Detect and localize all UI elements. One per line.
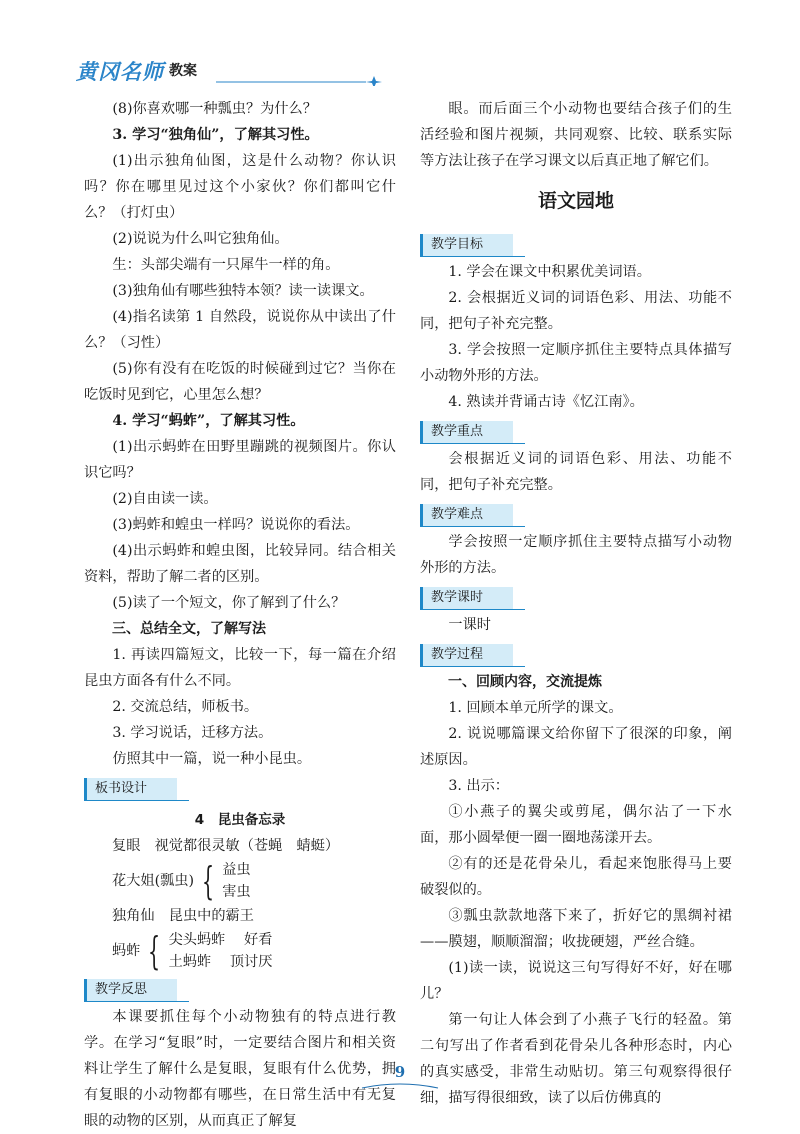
paragraph: ①小燕子的翼尖或剪尾，偶尔沾了一下水面，那小圆晕便一圈一圈地荡漾开去。: [420, 804, 732, 846]
paragraph: (2)自由读一读。: [112, 491, 218, 507]
tag-class-hours: 教学课时: [420, 587, 513, 610]
paragraph: 会根据近义词的词语色彩、用法、功能不同，把句子补充完整。: [420, 451, 732, 493]
board-item: 益虫: [222, 862, 251, 878]
board-item: 尖头蚂蚱 好看: [168, 932, 273, 948]
paragraph: (5)读了一个短文，你了解到了什么？: [112, 595, 346, 611]
right-column: [420, 96, 732, 1111]
paragraph: 4. 学习“蚂蚱”，了解其习性。: [112, 413, 305, 429]
tag-teaching-difficulty: 教学难点: [420, 504, 513, 527]
board-item: 土蚂蚱 顶讨厌: [168, 954, 273, 970]
board-label: 蚂蚱: [112, 943, 141, 959]
header-decoration-line: [216, 74, 396, 86]
paragraph: ②有的还是花骨朵儿，看起来饱胀得马上要破裂似的。: [420, 856, 732, 898]
board-line: 独角仙 昆虫中的霸王: [112, 908, 254, 924]
tag-teaching-key: 教学重点: [420, 421, 513, 444]
section-heading: 三、总结全文，了解写法: [112, 621, 266, 637]
tag-teaching-process: 教学过程: [420, 644, 513, 667]
paragraph: 2. 交流总结，师板书。: [112, 699, 259, 715]
paragraph: (2)说说为什么叫它独角仙。: [112, 231, 289, 247]
paragraph: 2. 会根据近义词的词语色彩、用法、功能不同，把句子补充完整。: [420, 290, 732, 332]
paragraph: (4)指名读第 1 自然段，说说你从中读出了什么？（习性）: [84, 309, 396, 351]
paragraph: 学会按照一定顺序抓住主要特点描写小动物外形的方法。: [420, 534, 732, 576]
brand-logo: 黄冈名师: [76, 60, 164, 84]
paragraph: 2. 说说哪篇课文给你留下了很深的印象，阐述原因。: [420, 726, 732, 768]
paragraph: 3. 出示：: [448, 778, 509, 794]
paragraph: 本课要抓住每个小动物独有的特点进行教学。在学习“复眼”时，一定要结合图片和相关资料让学生了解什么是复眼，复眼有什么优势，拥有复眼的小动物都有哪些，在日常生活中有无复眼的动物的区别，从而真正了解复: [84, 1009, 396, 1129]
board-label: 花大姐(瓢虫): [112, 873, 195, 889]
paragraph: 3. 学习说话，迁移方法。: [112, 725, 273, 741]
brace-icon: {: [148, 929, 161, 973]
paragraph: 3. 学会按照一定顺序抓住主要特点具体描写小动物外形的方法。: [420, 342, 732, 384]
paragraph: 眼。而后面三个小动物也要结合孩子们的生活经验和图片视频，共同观察、比较、联系实际等方法让孩子在学习课文以后真正地了解它们。: [420, 101, 732, 169]
paragraph: 1. 再读四篇短文，比较一下，每一篇在介绍昆虫方面各有什么不同。: [84, 647, 396, 689]
paragraph: (1)出示蚂蚱在田野里蹦跳的视频图片。你认识它吗？: [84, 439, 396, 481]
paragraph: 仿照其中一篇，说一种小昆虫。: [112, 751, 312, 767]
page-number: 9: [394, 1063, 406, 1081]
paragraph: ③瓢虫款款地落下来了，折好它的黑绸衬裙——膜翅，顺顺溜溜；收拢硬翅，严丝合缝。: [420, 908, 732, 950]
tag-teaching-goals: 教学目标: [420, 234, 513, 257]
paragraph: (5)你有没有在吃饭的时候碰到过它？当你在吃饭时见到它，心里怎么想？: [84, 361, 396, 403]
tag-board-design: 板书设计: [84, 778, 177, 801]
page-header: [76, 56, 406, 88]
section-title: 语文园地: [537, 190, 614, 212]
paragraph: 1. 学会在课文中积累优美词语。: [448, 264, 651, 280]
board-brace-group: [84, 859, 396, 903]
paragraph: 3. 学习“独角仙”，了解其习性。: [112, 127, 319, 143]
board-title: 4 昆虫备忘录: [194, 812, 286, 828]
paragraph: 一课时: [448, 617, 491, 633]
board-brace-group: [84, 929, 396, 973]
tag-teaching-reflection: 教学反思: [84, 979, 177, 1002]
left-column: [84, 96, 396, 1134]
brace-icon: {: [202, 859, 215, 903]
paragraph: (1)出示独角仙图，这是什么动物？你认识吗？你在哪里见过这个小家伙？你们都叫它什么？（打灯虫）: [84, 153, 396, 221]
board-line: 复眼 视觉都很灵敏（苍蝇 蜻蜓）: [112, 838, 340, 854]
paragraph: (1)读一读，说说这三句写得好不好，好在哪儿？: [420, 960, 732, 1002]
paragraph: 1. 回顾本单元所学的课文。: [448, 700, 623, 716]
paragraph: 生：头部尖端有一只犀牛一样的角。: [112, 257, 340, 273]
board-item: 害虫: [222, 884, 251, 900]
brand-subtitle: 教案: [169, 63, 197, 79]
paragraph: (3)蚂蚱和蝗虫一样吗？说说你的看法。: [112, 517, 360, 533]
paragraph: (4)出示蚂蚱和蝗虫图，比较异同。结合相关资料，帮助了解二者的区别。: [84, 543, 396, 585]
paragraph: 第一句让人体会到了小燕子飞行的轻盈。第二句写出了作者看到花骨朵儿各种形态时，内心的真实感受，非常生动贴切。第三句观察得很仔细，描写得很细致，读了以后仿佛真的: [420, 1012, 732, 1106]
page-ornament: [360, 1082, 440, 1092]
paragraph: (3)独角仙有哪些独特本领？读一读课文。: [112, 283, 374, 299]
paragraph: 4. 熟读并背诵古诗《忆江南》。: [448, 394, 644, 410]
section-heading: 一、回顾内容，交流提炼: [448, 674, 602, 690]
paragraph: (8)你喜欢哪一种瓢虫？为什么？: [112, 101, 317, 117]
